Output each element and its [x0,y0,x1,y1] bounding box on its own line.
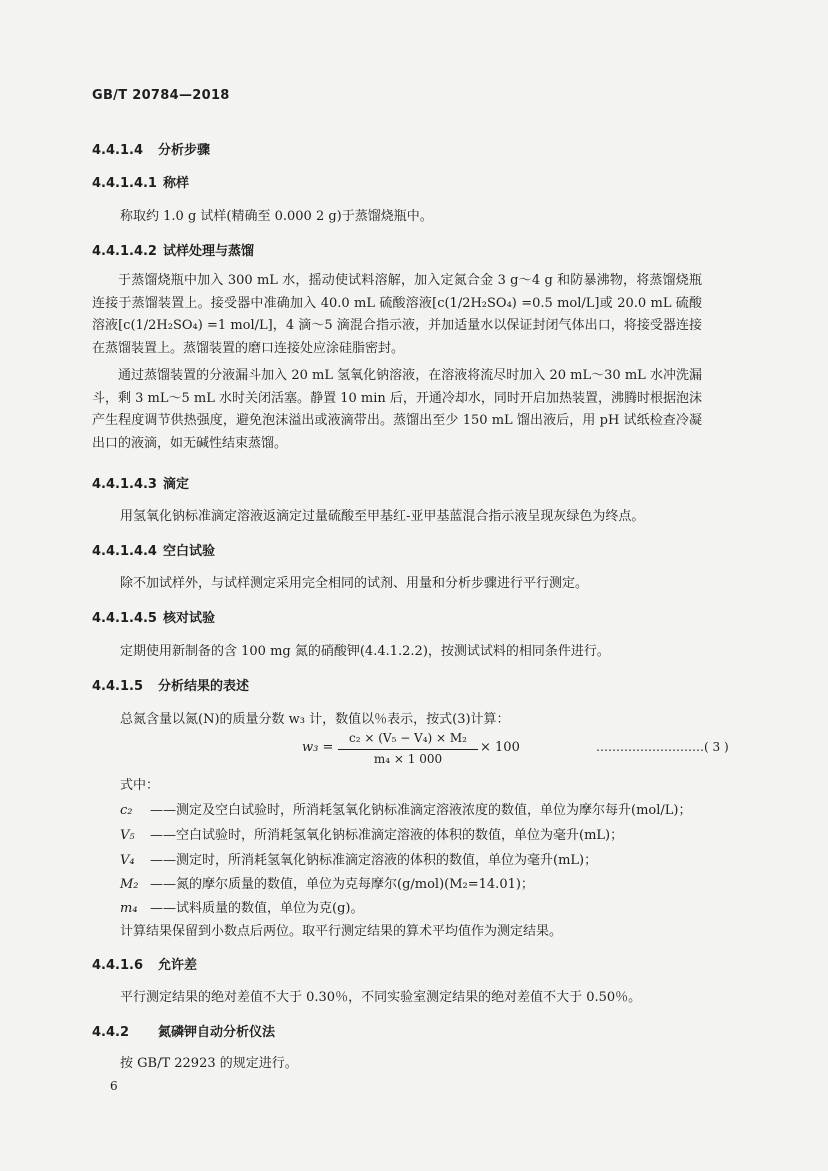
section-number: 4.4.1.4.4 [92,544,157,559]
section-title: 核对试验 [162,611,215,626]
section-title: 空白试验 [162,544,215,559]
section-heading-4-4-1-4-3 [92,473,189,492]
section-number: 4.4.1.4.2 [92,244,157,259]
variable-symbol: M₂ [120,877,139,892]
section-number: 4.4.1.5 [92,679,143,694]
section-title: 称样 [162,176,189,191]
section-number: 4.4.1.6 [92,958,143,973]
variable-definition [120,873,534,892]
formula-fraction-bar [338,749,478,750]
page-number: 6 [110,1079,118,1093]
section-title: 允许差 [158,958,198,973]
where-label: 式中： [120,778,160,793]
titration-text: 用氢氧化钠标准滴定溶液返滴定过量硫酸至甲基红-亚甲基蓝混合指示液呈现灰绿色为终点。 [120,509,645,524]
blank-test-text: 除不加试样外，与试样测定采用完全相同的试剂、用量和分析步骤进行平行测定。 [120,576,589,591]
section-heading-4-4-1-4-1 [92,172,189,191]
variable-definition [120,897,363,916]
tolerance-text: 平行测定结果的绝对差值不大于 0.30％，不同实验室测定结果的绝对差值不大于 0.50％。 [120,990,642,1005]
formula-lhs: w₃ = [302,740,334,755]
variable-symbol: c₂ [120,803,133,818]
section-heading-4-4-1-4-5 [92,607,215,626]
distillation-paragraph-2: 通过蒸馏装置的分液漏斗加入 20 mL 氢氧化钠溶液，在溶液将流尽时加入 20 mL～30 mL 水冲洗漏斗，剩 3 mL～5 mL 水时关闭活塞。静置 10 min 后，开通冷却水，同时开启加热装置，沸腾时根据泡沫产生程度调节供热强度，避免泡沫溢出或液滴带出。蒸馏出至少 150 mL 馏出液后，用 pH 试纸检查冷凝出口的液滴，如无碱性结束蒸馏。 [92,368,702,451]
section-heading-4-4-2 [92,1021,275,1040]
variable-symbol: V₅ [120,828,135,843]
variable-definition [120,824,623,843]
result-rounding-note: 计算结果保留到小数点后两位。取平行测定结果的算术平均值作为测定结果。 [120,924,563,939]
variable-description: ——测定及空白试验时，所消耗氢氧化钠标准滴定溶液浓度的数值，单位为摩尔每升(mol/L)； [150,803,692,818]
section-heading-4-4-1-4-4 [92,540,215,559]
section-heading-4-4-1-5 [92,675,249,694]
section-number: 4.4.1.4 [92,143,143,158]
section-title: 分析结果的表述 [158,679,250,694]
formula-numerator: c₂ × (V₅ − V₄) × M₂ [349,731,467,745]
variable-symbol: m₄ [120,901,138,916]
section-number: 4.4.2 [92,1025,130,1040]
section-number: 4.4.1.4.5 [92,611,157,626]
variable-description: ——测定时，所消耗氢氧化钠标准滴定溶液的体积的数值，单位为毫升(mL)； [150,853,598,868]
variable-symbol: V₄ [120,853,135,868]
check-test-text: 定期使用新制备的含 100 mg 氮的硝酸钾(4.4.1.2.2)，按测试试料的相同条件进行。 [120,644,610,659]
section-title: 氮磷钾自动分析仪法 [158,1025,276,1040]
variable-definition [120,849,597,868]
section-title: 试样处理与蒸馏 [162,244,254,259]
formula-factor: × 100 [480,740,520,755]
distillation-paragraph-1: 于蒸馏烧瓶中加入 300 mL 水，摇动使试料溶解，加入定氮合金 3 g～4 g 和防暴沸物，将蒸馏烧瓶连接于蒸馏装置上。接受器中准确加入 40.0 mL 硫酸溶液[c(1/2H₂SO₄) =0.5 mol/L]或 20.0 mL 硫酸溶液[c(1/2H₂SO₄) =1 mol/L]，4 滴～5 滴混合指示液，并加适量水以保证封闭气体出口，将接受器连接在蒸馏装置上。蒸馏装置的磨口连接处应涂硅脂密封。 [92,273,702,356]
section-heading-4-4-1-4-2 [92,240,254,259]
variable-description: ——空白试验时，所消耗氢氧化钠标准滴定溶液的体积的数值，单位为毫升(mL)； [150,828,624,843]
section-title: 滴定 [162,477,189,492]
section-number: 4.4.1.4.1 [92,176,157,191]
standard-code-header: GB/T 20784—2018 [92,88,230,103]
section-title: 分析步骤 [158,143,211,158]
variable-description: ——氮的摩尔质量的数值，单位为克每摩尔(g/mol)(M₂=14.01)； [150,877,534,892]
result-intro-text: 总氮含量以氮(N)的质量分数 w₃ 计，数值以％表示，按式(3)计算： [120,712,510,727]
formula-denominator: m₄ × 1 000 [373,752,443,766]
section-number: 4.4.1.4.3 [92,477,157,492]
auto-analyzer-text: 按 GB/T 22923 的规定进行。 [120,1056,298,1071]
variable-definition [120,799,691,818]
weighing-text: 称取约 1.0 g 试样(精确至 0.000 2 g)于蒸馏烧瓶中。 [120,209,433,224]
variable-description: ——试料质量的数值，单位为克(g)。 [150,901,364,916]
section-heading-4-4-1-6 [92,954,197,973]
formula-equation-number: ………………………( 3 ) [596,740,729,754]
section-heading-4-4-1-4 [92,139,210,158]
